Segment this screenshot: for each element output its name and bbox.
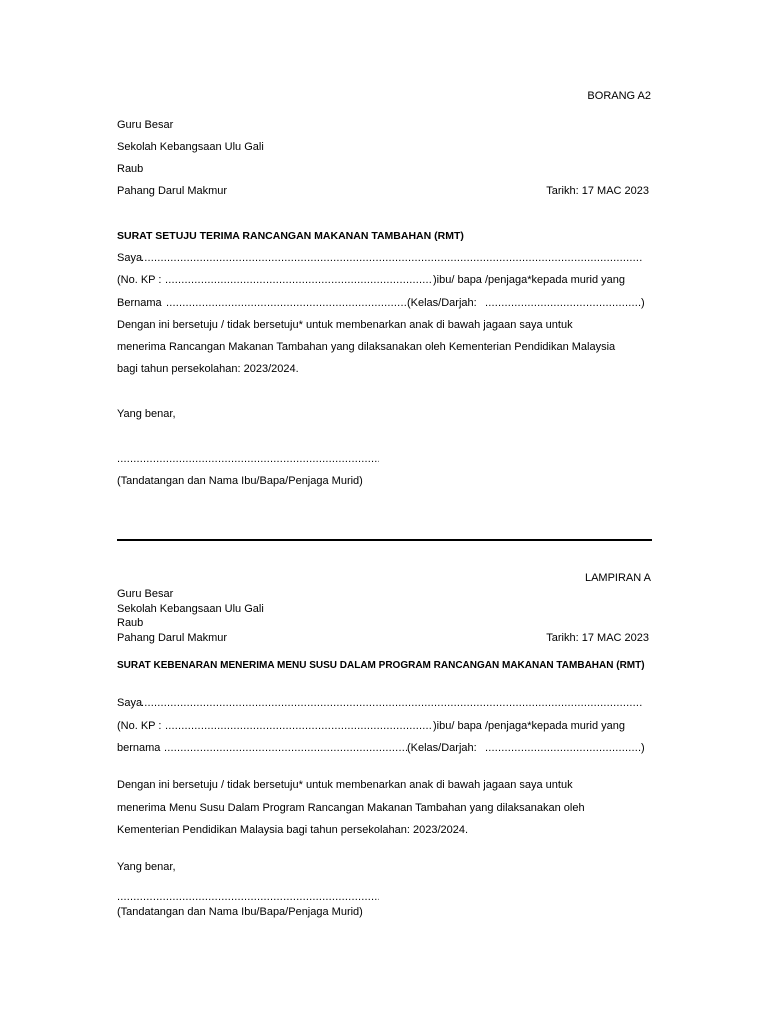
signature-caption: (Tandatangan dan Nama Ibu/Bapa/Penjaga Murid) bbox=[117, 475, 363, 487]
bernama-label: Bernama bbox=[117, 297, 162, 309]
class-blank[interactable] bbox=[485, 296, 641, 310]
form-code: LAMPIRAN A bbox=[584, 572, 651, 584]
address-line: Sekolah Kebangsaan Ulu Gali bbox=[117, 141, 264, 153]
address-line: Pahang Darul Makmur bbox=[117, 185, 228, 197]
ic-label: (No. KP : bbox=[117, 720, 162, 732]
address-line: Guru Besar bbox=[117, 119, 174, 131]
body-line: Dengan ini bersetuju / tidak bersetuju* untuk membenarkan anak di bawah jagaan saya untuk bbox=[117, 779, 573, 791]
signature-caption: (Tandatangan dan Nama Ibu/Bapa/Penjaga Murid) bbox=[117, 906, 363, 918]
body-line: Kementerian Pendidikan Malaysia bagi tahun persekolahan: 2023/2024. bbox=[117, 824, 469, 836]
saya-label: Saya bbox=[117, 252, 143, 264]
form-code: BORANG A2 bbox=[587, 90, 651, 102]
class-blank[interactable] bbox=[485, 741, 641, 755]
closing: Yang benar, bbox=[117, 408, 176, 420]
ic-blank[interactable] bbox=[165, 719, 433, 733]
body-line: menerima Menu Susu Dalam Program Rancangan Makanan Tambahan yang dilaksanakan oleh bbox=[117, 802, 585, 814]
address-line: Sekolah Kebangsaan Ulu Gali bbox=[117, 603, 264, 615]
letter-title: SURAT KEBENARAN MENERIMA MENU SUSU DALAM PROGRAM RANCANGAN MAKANAN TAMBAHAN (RMT) bbox=[117, 660, 645, 671]
address-line: Guru Besar bbox=[117, 588, 174, 600]
body-line: bagi tahun persekolahan: 2023/2024. bbox=[117, 363, 299, 375]
bernama-label: bernama bbox=[117, 742, 161, 754]
date: Tarikh: 17 MAC 2023 bbox=[546, 632, 649, 644]
address-line: Raub bbox=[117, 163, 144, 175]
saya-label: Saya bbox=[117, 697, 143, 709]
class-label: (Kelas/Darjah: bbox=[407, 742, 477, 754]
signature-blank[interactable] bbox=[117, 890, 379, 904]
date: Tarikh: 17 MAC 2023 bbox=[546, 185, 649, 197]
ic-blank[interactable] bbox=[165, 273, 433, 287]
guardian-text: )ibu/ bapa /penjaga*kepada murid yang bbox=[433, 720, 626, 732]
closing: Yang benar, bbox=[117, 861, 176, 873]
student-name-blank[interactable] bbox=[164, 741, 407, 755]
address-line: Pahang Darul Makmur bbox=[117, 632, 228, 644]
ic-label: (No. KP : bbox=[117, 274, 162, 286]
guardian-text: )ibu/ bapa /penjaga*kepada murid yang bbox=[433, 274, 626, 286]
name-blank[interactable] bbox=[141, 696, 642, 710]
close-paren: ) bbox=[641, 297, 645, 309]
letter-title: SURAT SETUJU TERIMA RANCANGAN MAKANAN TAMBAHAN (RMT) bbox=[117, 230, 464, 242]
section-divider bbox=[117, 539, 652, 541]
signature-blank[interactable] bbox=[117, 452, 379, 466]
name-blank[interactable] bbox=[141, 251, 642, 265]
class-label: (Kelas/Darjah: bbox=[407, 297, 477, 309]
body-line: Dengan ini bersetuju / tidak bersetuju* untuk membenarkan anak di bawah jagaan saya untuk bbox=[117, 319, 573, 331]
close-paren: ) bbox=[641, 742, 645, 754]
body-line: menerima Rancangan Makanan Tambahan yang dilaksanakan oleh Kementerian Pendidikan Malaysia bbox=[117, 341, 616, 353]
address-line: Raub bbox=[117, 617, 144, 629]
student-name-blank[interactable] bbox=[166, 296, 407, 310]
